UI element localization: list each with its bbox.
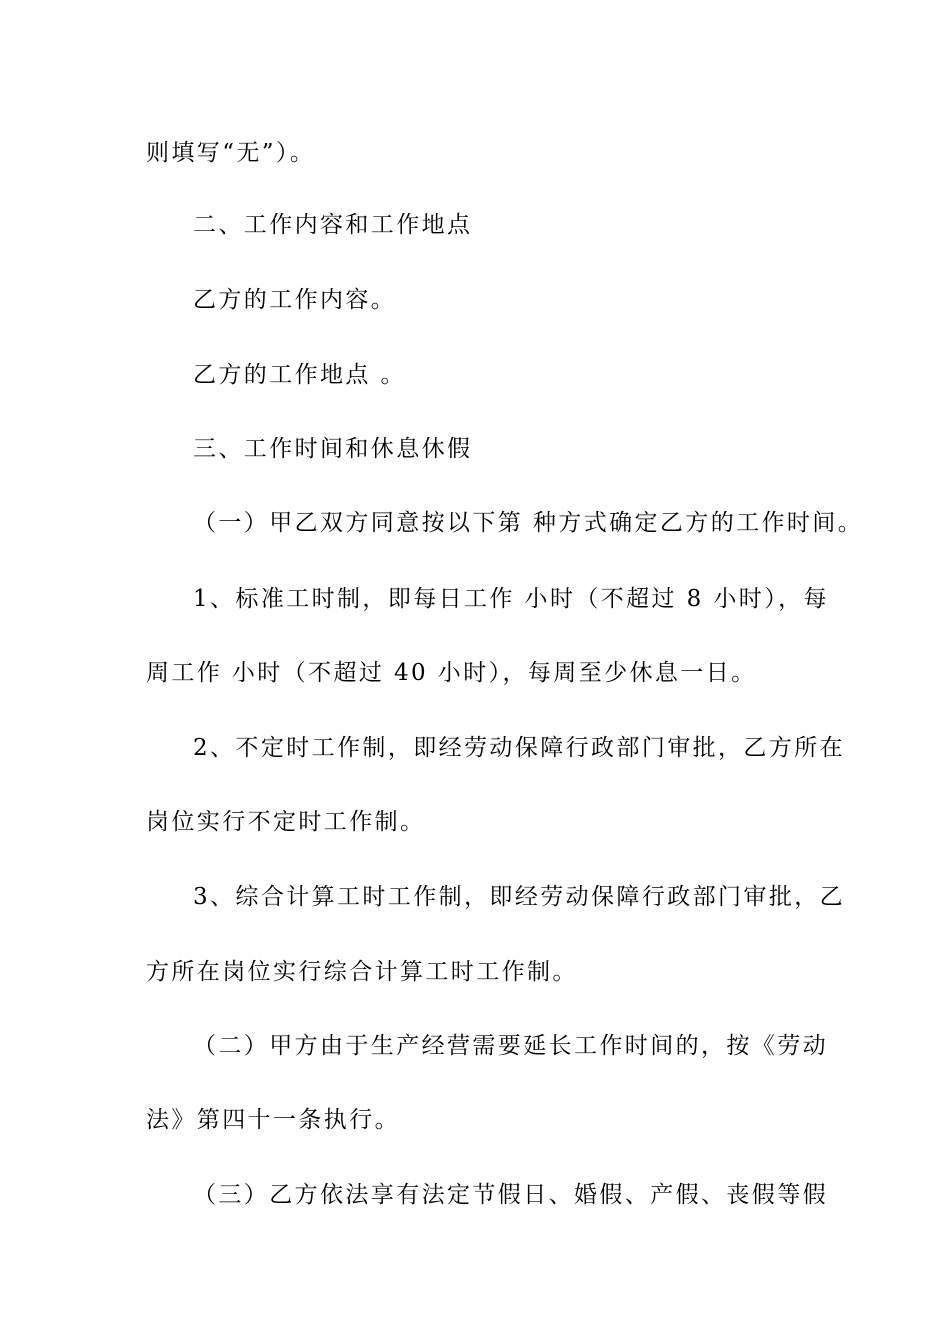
text-line-clause-1: （一）甲乙双方同意按以下第 种方式确定乙方的工作时间。 xyxy=(193,510,864,536)
text-line-item-3a: 3、综合计算工时工作制，即经劳动保障行政部门审批，乙 xyxy=(193,884,846,910)
text-line-item-2b: 岗位实行不定时工作制。 xyxy=(146,809,426,835)
text-line-clause-3a: （三）乙方依法享有法定节假日、婚假、产假、丧假等假 xyxy=(193,1182,828,1208)
text-line-work-content: 乙方的工作内容。 xyxy=(193,287,397,313)
text-line-work-location: 乙方的工作地点 。 xyxy=(193,362,406,388)
text-line-item-1b: 周工作 小时（不超过 40 小时），每周至少休息一日。 xyxy=(146,660,757,686)
text-line-clause-2b: 法》第四十一条执行。 xyxy=(146,1107,400,1133)
text-line-clause-2a: （二）甲方由于生产经营需要延长工作时间的，按《劳动 xyxy=(193,1033,828,1059)
text-line-item-2a: 2、不定时工作制，即经劳动保障行政部门审批，乙方所在 xyxy=(193,735,846,761)
section-heading-3: 三、工作时间和休息休假 xyxy=(193,436,473,462)
section-heading-2: 二、工作内容和工作地点 xyxy=(193,212,473,238)
text-line-item-1a: 1、标准工时制，即每日工作 小时（不超过 8 小时），每 xyxy=(193,586,829,612)
text-line-item-3b: 方所在岗位实行综合计算工时工作制。 xyxy=(146,959,578,985)
text-line-1: 则填写“无”）。 xyxy=(146,140,316,166)
